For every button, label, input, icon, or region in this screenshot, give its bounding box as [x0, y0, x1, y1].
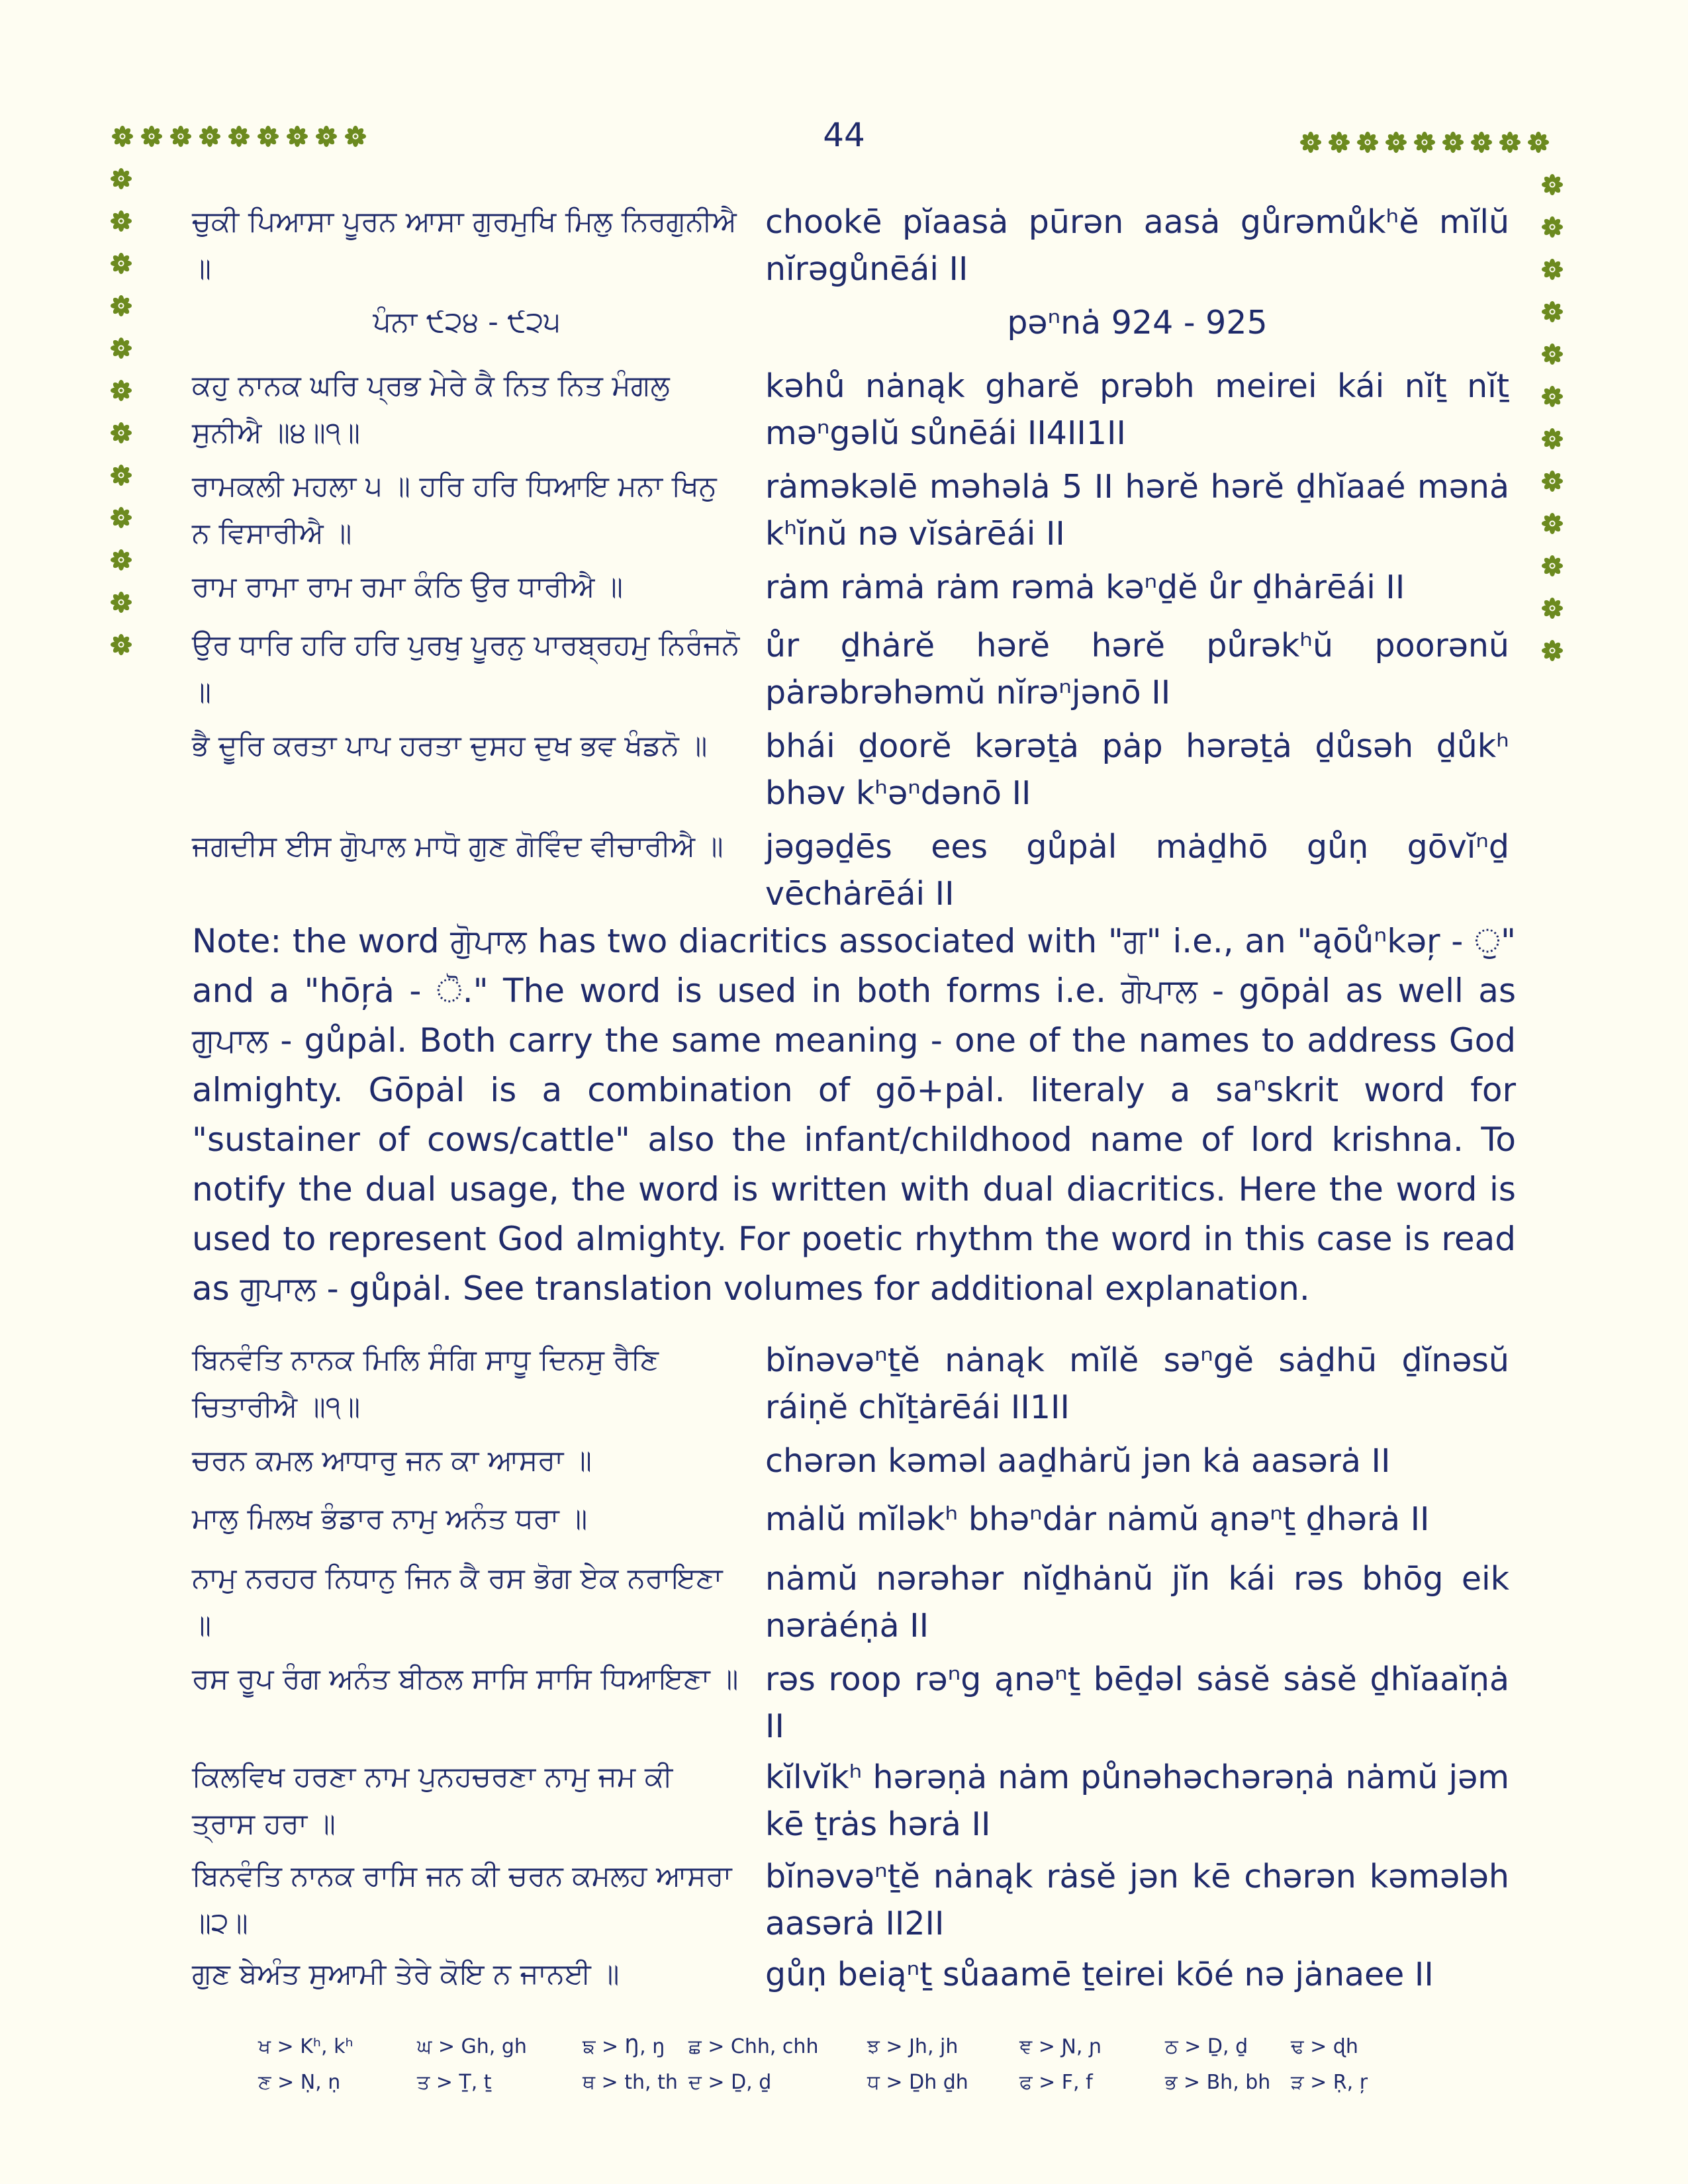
flower-icon	[110, 337, 132, 359]
flower-icon	[1442, 131, 1464, 154]
gurmukhi-text: ਉਰ ਧਾਰਿ ਹਰਿ ਹਰਿ ਪੁਰਖੁ ਪੂਰਨੁ ਪਾਰਬ੍ਰਹਮੁ ਨਿਰੰਜਨੋ ॥	[192, 629, 740, 709]
flower-icon	[1499, 131, 1521, 154]
gurmukhi-text: ਕਿਲਵਿਖ ਹਰਣਾ ਨਾਮ ਪੁਨਹਚਰਣਾ ਨਾਮੁ ਜਮ ਕੀ ਤ੍ਰਾਸ ਹਰਾ ॥	[192, 1760, 673, 1841]
legend-item: ਖ > Kʰ, kʰ	[258, 2035, 353, 2058]
gurmukhi-text: ਚੁਕੀ ਪਿਆਸਾ ਪੂਰਨ ਆਸਾ ਗੁਰਮੁਖਿ ਮਿਲੁ ਨਿਰਗੁਨੀਐ ॥	[192, 205, 737, 285]
flower-icon	[110, 506, 132, 529]
flower-icon	[110, 591, 132, 614]
transliteration-text: jəgəḏēs ees gůpȧl mȧḏhō gůṇ gōvĭⁿḏ vēchȧrēái II	[765, 828, 1509, 913]
legend-item: ਘ > Gh, gh	[417, 2035, 527, 2058]
flower-icon	[1328, 131, 1350, 154]
gurmukhi-text: ਕਹੁ ਨਾਨਕ ਘਰਿ ਪ੍ਰਭ ਮੇਰੇ ਕੈ ਨਿਤ ਨਿਤ ਮੰਗਲੁ ਸੁਨੀਐ ॥੪॥੧॥	[192, 369, 670, 449]
note-paragraph: Note: the word ਗੁੋਪਾਲ has two diacritics associated with "ਗ" i.e., an "ąōůⁿkəŗ - ੁ" and a "hōŗȧ - ੋ." The word is used in both forms i.e. ਗੋਪਾਲ - gōpȧl as well as ਗੁਪਾਲ - gůpȧl. Both carry the same meaning - one of the names to address God almighty. Gōpȧl is a combination of gō+pȧl. literaly a saⁿskrit word for "sustainer of cows/cattle" also the infant/childhood name of lord krishna. To notify the dual usage, the word is written with dual diacritics. Here the word is used to represent God almighty. For poetic rhythm the word in this case is read as ਗੁਪਾਲ - gůpȧl. See translation volumes for additional explanation.	[192, 922, 1516, 1308]
flower-icon	[1385, 131, 1407, 154]
flower-icon	[1299, 131, 1322, 154]
gurmukhi-text: ਰਾਮਕਲੀ ਮਹਲਾ ੫ ॥ ਹਰਿ ਹਰਿ ਧਿਆਇ ਮਨਾ ਖਿਨੁ ਨ ਵਿਸਾਰੀਐ ॥	[192, 470, 717, 550]
gurmukhi-text: ਨਾਮੁ ਨਰਹਰ ਨਿਧਾਨੁ ਜਿਨ ਕੈ ਰਸ ਭੋਗ ਏਕ ਨਰਾਇਣਾ ॥	[192, 1562, 723, 1642]
flower-icon	[1541, 555, 1564, 577]
legend-item: ਙ > Ŋ, ŋ	[583, 2035, 665, 2058]
flower-icon	[199, 125, 221, 148]
flower-icon	[110, 549, 132, 571]
flower-icon	[1541, 258, 1564, 281]
gurmukhi-text: ਬਿਨਵੰਤਿ ਨਾਨਕ ਰਾਸਿ ਜਨ ਕੀ ਚਰਨ ਕਮਲਹ ਆਸਰਾ ॥੨॥	[192, 1860, 732, 1940]
transliteration-text: kĭlvĭkʰ hərəṇȧ nȧm půnəhəchərəṇȧ nȧmŭ jəm kē ṯrȧs hərȧ II	[765, 1758, 1509, 1843]
flower-icon	[1356, 131, 1379, 154]
legend-item: ਦ > Ḏ, ḏ	[688, 2071, 772, 2094]
legend-item: ਝ > Jh, jh	[867, 2035, 959, 2058]
flower-icon	[110, 252, 132, 275]
legend-item: ਫ > F, f	[1019, 2071, 1093, 2094]
transliteration-text: rȧməkəlē məhəlȧ 5 II hərĕ hərĕ ḏhĭaaé mənȧ kʰĭnŭ nə vĭsȧrēái II	[765, 468, 1509, 553]
legend-item: ੜ > Ṛ, ŗ	[1291, 2071, 1368, 2094]
transliteration-text: kəhů nȧnąk gharĕ prəbh meirei kái nĭṯ nĭṯ məⁿgəlŭ sůnēái II4II1II	[765, 367, 1509, 452]
legend-item: ਥ > th, th	[583, 2071, 678, 2094]
transliteration-text: chərən kəməl aaḏhȧrŭ jən kȧ aasərȧ II	[765, 1442, 1391, 1480]
transliteration-text: nȧmŭ nərəhər nĭḏhȧnŭ jĭn kái rəs bhōg eik nərȧéṇȧ II	[765, 1560, 1509, 1645]
gurmukhi-text: ਬਿਨਵੰਤਿ ਨਾਨਕ ਮਿਲਿ ਸੰਗਿ ਸਾਧੂ ਦਿਨਸੁ ਰੈਣਿ ਚਿਤਾਰੀਐ ॥੧॥	[192, 1343, 659, 1424]
transliteration-text: ůr ḏhȧrĕ hərĕ hərĕ půrəkʰŭ poorənŭ pȧrəbrəhəmŭ nĭrəⁿjənō II	[765, 627, 1509, 711]
legend-item: ਛ > Chh, chh	[688, 2035, 819, 2058]
legend-item: ਞ > Ɲ, ɲ	[1019, 2035, 1102, 2058]
flower-icon	[169, 125, 192, 148]
flower-icon	[1541, 385, 1564, 408]
gurmukhi-text: ਜਗਦੀਸ ਈਸ ਗੁੋਪਾਲ ਮਾਧੋ ਗੁਣ ਗੋਵਿੰਦ ਵੀਚਾਰੀਐ ॥	[192, 830, 724, 863]
flower-icon	[228, 125, 250, 148]
legend-item: ਠ > Ḏ, ḏ	[1165, 2035, 1248, 2058]
transliteration-text: chookē pĭaasȧ pūrən aasȧ gůrəmůkʰĕ mĭlŭ nĭrəgůnēái II	[765, 203, 1509, 288]
transliteration-text: bĭnəvəⁿṯĕ nȧnąk rȧsĕ jən kē chərən kəmələh aasərȧ II2II	[765, 1858, 1509, 1942]
flower-icon	[315, 125, 338, 148]
flower-icon	[286, 125, 308, 148]
gurmukhi-text: ਭੈ ਦੂਰਿ ਕਰਤਾ ਪਾਪ ਹਰਤਾ ਦੁਸਹ ਦੁਖ ਭਵ ਖੰਡਨੋ ॥	[192, 729, 708, 762]
flower-icon	[1541, 512, 1564, 535]
flower-icon	[110, 210, 132, 232]
flower-icon	[1541, 470, 1564, 492]
gurmukhi-text: ਮਾਲੁ ਮਿਲਖ ਭੰਡਾਰ ਨਾਮੁ ਅਨੰਤ ਧਰਾ ॥	[192, 1502, 588, 1535]
flower-icon	[1541, 343, 1564, 365]
transliteration-legend	[258, 2035, 1450, 2107]
flower-icon	[110, 422, 132, 444]
transliteration-text: bĭnəvəⁿṯĕ nȧnąk mĭlĕ səⁿgĕ sȧḏhū ḏĭnəsŭ ráiṇĕ chĭṯȧrēái II1II	[765, 1342, 1509, 1426]
legend-item: ਭ > Bh, bh	[1165, 2071, 1271, 2094]
transliteration-text: rəs roop rəⁿg ąnəⁿṯ bēḏəl sȧsĕ sȧsĕ ḏhĭaaĭṇȧ II	[765, 1661, 1509, 1745]
transliteration-text: pəⁿnȧ 924 - 925	[1007, 304, 1268, 341]
transliteration-text: rȧm rȧmȧ rȧm rəmȧ kəⁿḏĕ ůr ḏhȧrēái II	[765, 569, 1405, 606]
transliteration-text: gůṇ beiąⁿṯ sůaamē ṯeirei kōé nə jȧnaee II	[765, 1956, 1434, 1993]
flower-icon	[110, 633, 132, 656]
flower-icon	[1541, 597, 1564, 619]
flower-icon	[1541, 173, 1564, 196]
legend-item: ਢ > ɖh	[1291, 2035, 1358, 2058]
flower-icon	[110, 295, 132, 317]
flower-icon	[1527, 131, 1550, 154]
gurmukhi-text: ਚਰਨ ਕਮਲ ਆਧਾਰੁ ਜਨ ਕਾ ਆਸਰਾ ॥	[192, 1444, 592, 1477]
flower-icon	[1413, 131, 1436, 154]
flower-icon	[1541, 639, 1564, 662]
flower-icon	[111, 125, 134, 148]
legend-item: ਤ > Ṯ, ṯ	[417, 2071, 492, 2094]
flower-icon	[1541, 428, 1564, 450]
flower-icon	[257, 125, 279, 148]
flower-icon	[110, 379, 132, 402]
gurmukhi-text: ਪੰਨਾ ੯੨੪ - ੯੨੫	[373, 306, 561, 339]
flower-icon	[1470, 131, 1493, 154]
flower-icon	[110, 167, 132, 190]
transliteration-text: mȧlŭ mĭləkʰ bhəⁿdȧr nȧmŭ ąnəⁿṯ ḏhərȧ II	[765, 1500, 1430, 1538]
legend-item: ਧ > Ḏh ḏh	[867, 2071, 968, 2094]
page-number: 44	[823, 116, 865, 154]
legend-item: ਣ > Ṇ, ṇ	[258, 2071, 341, 2094]
legend-row	[258, 2071, 1450, 2107]
flower-icon	[344, 125, 367, 148]
transliteration-text: bhái ḏoorĕ kərəṯȧ pȧp hərəṯȧ ḏůsəh ḏůkʰ bhəv kʰəⁿdənō II	[765, 727, 1509, 812]
legend-row	[258, 2035, 1450, 2071]
gurmukhi-text: ਰਾਮ ਰਾਮਾ ਰਾਮ ਰਮਾ ਕੰਠਿ ਉਰ ਧਾਰੀਐ ॥	[192, 570, 623, 604]
flower-icon	[1541, 300, 1564, 323]
gurmukhi-text: ਰਸ ਰੂਪ ਰੰਗ ਅਨੰਤ ਬੀਠਲ ਸਾਸਿ ਸਾਸਿ ਧਿਆਇਣਾ ॥	[192, 1662, 739, 1696]
flower-icon	[110, 464, 132, 486]
flower-icon	[140, 125, 163, 148]
gurmukhi-text: ਗੁਣ ਬੇਅੰਤ ਸੁਆਮੀ ਤੇਰੇ ਕੋਇ ਨ ਜਾਨਈ ॥	[192, 1958, 620, 1991]
flower-icon	[1541, 216, 1564, 238]
